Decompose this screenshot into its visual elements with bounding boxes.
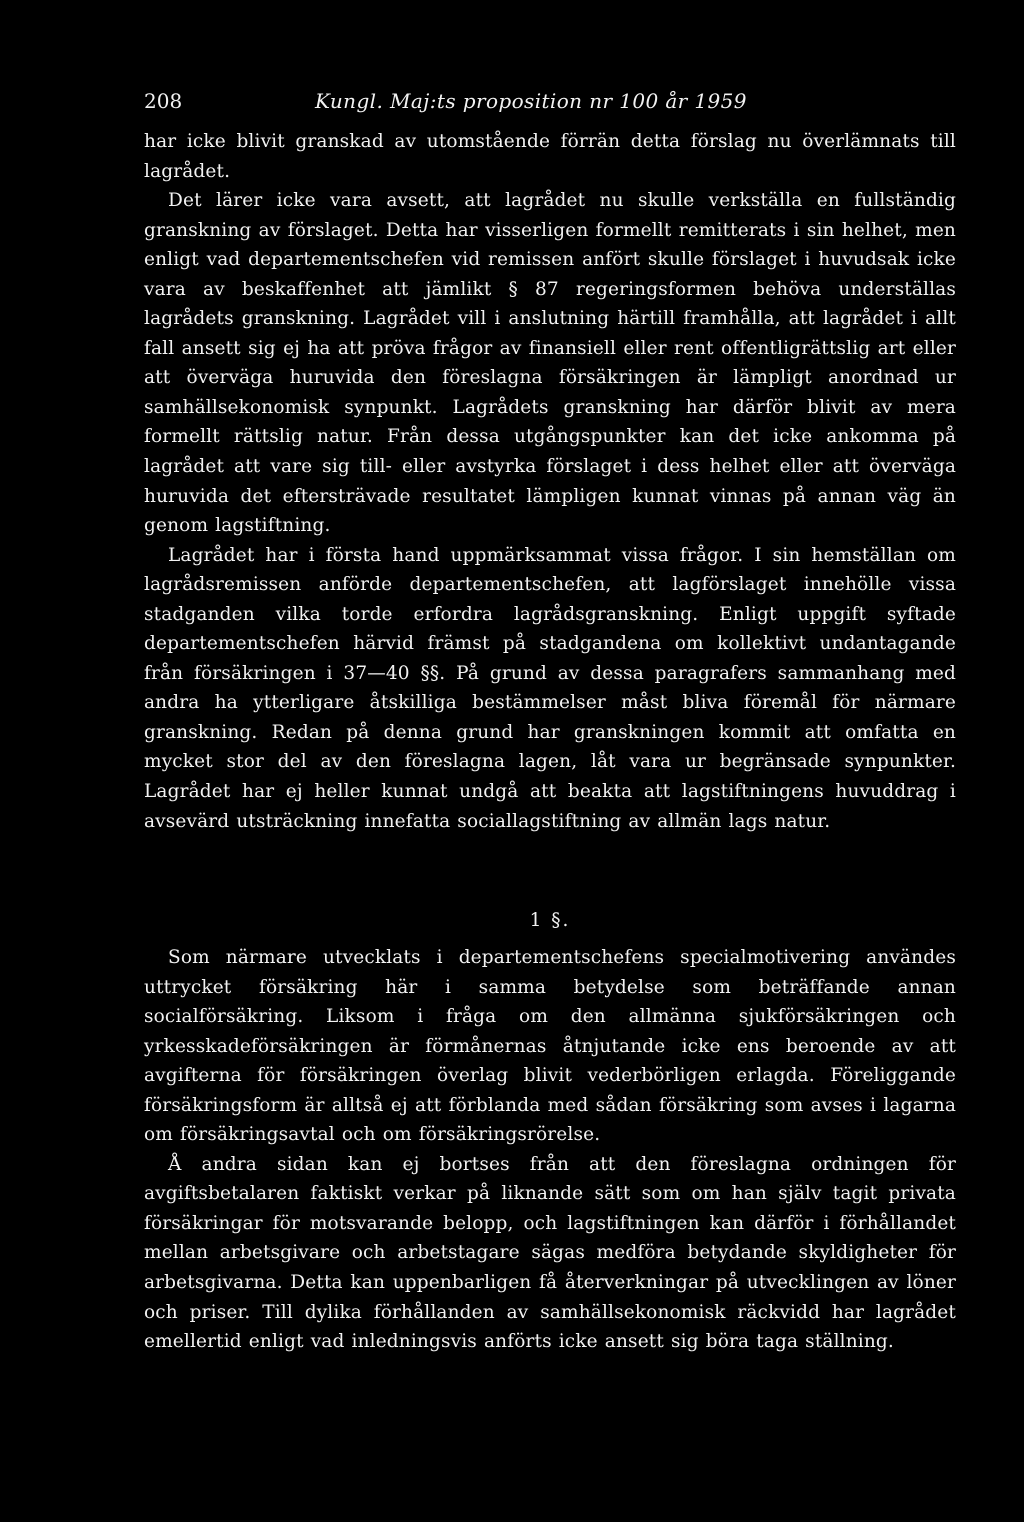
running-title: Kungl. Maj:ts proposition nr 100 år 1959: [315, 89, 747, 113]
paragraph: Lagrådet har i första hand uppmärksammat vissa frågor. I sin hemställan om lagrådsremissen anförde departementschefen, att lagförslaget innehölle vissa stadganden vilka torde erfordra lagrådsgranskning. Enligt uppgift syftade departementschefen härvid främst på stadgandena om kollektivt undantagande från försäkringen i 37—40 §§. På grund av dessa paragrafers sammanhang med andra ha ytterligare åtskilliga bestämmelser måst bliva föremål för närmare granskning. Redan på denna grund har granskningen kommit att omfatta en mycket stor del av den föreslagna lagen, låt vara ur begränsade synpunkter. Lagrådet har ej heller kunnat undgå att beakta att lagstiftningens huvuddrag i avsevärd utsträckning innefatta sociallagstiftning av allmän lags natur.: [144, 544, 956, 832]
paragraph: Som närmare utvecklats i departementschefens specialmotivering användes uttrycket försäkring här i samma betydelse som beträffande annan socialförsäkring. Liksom i fråga om den allmänna sjukförsäkringen och yrkesskadeförsäkringen är förmånernas åtnjutande icke ens beroende av att avgifterna för försäkringen överlag blivit vederbörligen erlagda. Föreliggande försäkringsform är alltså ej att förblanda med sådan försäkring som avses i lagarna om försäkringsavtal och om försäkringsrörelse.: [144, 947, 956, 1146]
section-heading: 1 §.: [529, 910, 571, 931]
page-number: 208: [144, 89, 183, 113]
paragraph: Å andra sidan kan ej bortses från att den föreslagna ordningen för avgiftsbetalaren faktiskt verkar på liknande sätt som om han själv tagit privata försäkringar för motsvarande belopp, och lagstiftningen kan därför i förhållandet mellan arbetsgivare och arbetstagare sägas medföra betydande skyldigheter för arbetsgivarna. Detta kan uppenbarligen få återverkningar på utvecklingen av löner och priser. Till dylika förhållanden av samhällsekonomisk räckvidd har lagrådet emellertid enligt vad inledningsvis anförts icke ansett sig böra taga ställning.: [144, 1153, 956, 1353]
body-text-before-section: [144, 127, 956, 836]
body-text-after-section: [144, 943, 956, 1357]
page-header: [144, 86, 956, 116]
paragraph-continued: har icke blivit granskad av utomstående förrän detta förslag nu överlämnats till lagrådet.: [144, 131, 956, 182]
paragraph: Det lärer icke vara avsett, att lagrådet nu skulle verkställa en fullständig granskning av förslaget. Detta har visserligen formellt remitterats i sin helhet, men enligt vad departementschefen vid remissen anfört skulle förslaget i huvudsak icke vara av beskaffenhet att jämlikt § 87 regeringsformen behöva underställas lagrådets granskning. Lagrådet vill i anslutning härtill framhålla, att lagrådet i allt fall ansett sig ej ha att pröva frågor av finansiell eller rent offentligrättslig art eller att överväga huruvida den föreslagna försäkringen är lämpligt anordnad ur samhällsekonomisk synpunkt. Lagrådets granskning har därför blivit av mera formellt rättslig natur. Från dessa utgångspunkter kan det icke ankomma på lagrådet att vare sig till- eller avstyrka förslaget i dess helhet eller att överväga huruvida det eftersträvade resultatet lämpligen kunnat vinnas på annan väg än genom lagstiftning.: [144, 190, 956, 537]
